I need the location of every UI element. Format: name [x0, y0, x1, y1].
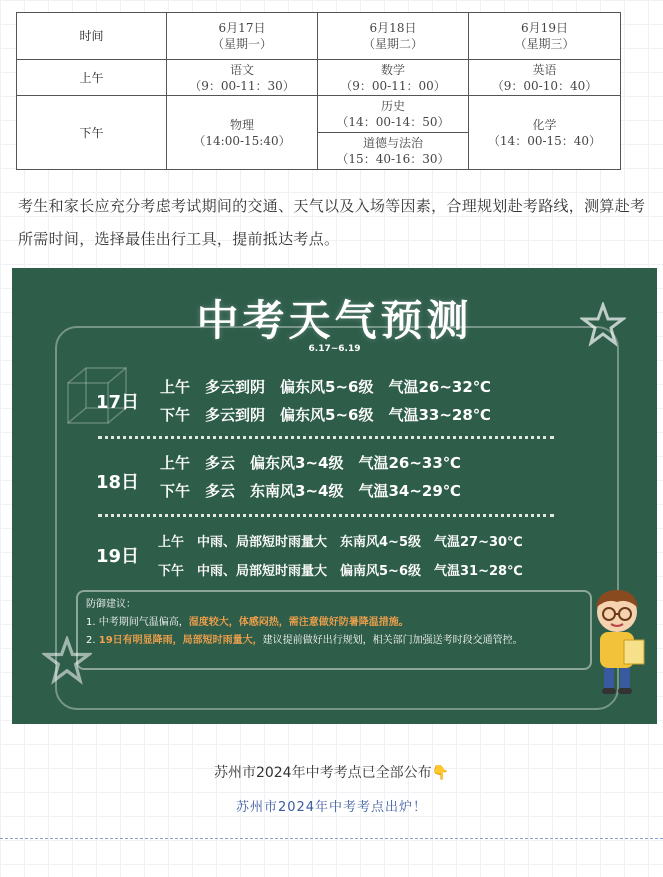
forecast-line: 上午 多云 偏东风3~4级 气温26~33℃	[160, 454, 461, 472]
table-row	[17, 60, 621, 96]
exam-cell: 道德与法治 （15：40-16：30）	[318, 133, 469, 170]
advice-box	[76, 590, 592, 670]
exam-cell: 历史 （14：00-14：50）	[318, 96, 469, 133]
advice-item: 1. 中考期间气温偏高，湿度较大，体感闷热，需注意做好防暑降温措施。	[86, 617, 409, 628]
board-title: 中考天气预测	[196, 296, 473, 345]
exam-cell: 英语 （9：00-10：40）	[469, 60, 621, 96]
advice-title: 防御建议：	[86, 599, 136, 610]
forecast-line: 下午 多云 东南风3~4级 气温34~29℃	[160, 482, 461, 500]
forecast-line: 上午 多云到阴 偏东风5~6级 气温26~32℃	[160, 378, 491, 396]
divider	[98, 436, 554, 439]
divider	[98, 514, 554, 517]
table-row	[17, 13, 621, 60]
exam-cell: 数学 （9：00-11：00）	[318, 60, 469, 96]
date-header: 6月17日 （星期一）	[167, 13, 318, 60]
exam-cell: 化学 （14：00-15：40）	[469, 96, 621, 170]
travel-note: 考生和家长应充分考虑考试期间的交通、天气以及入场等因素，合理规划赴考路线，测算赴考所需时间，选择最佳出行工具，提前抵达考点。	[18, 197, 646, 248]
advice-item: 2. 19日有明显降雨，局部短时雨量大，建议提前做好出行规划，相关部门加强送考时段交通管控。	[86, 635, 523, 646]
afternoon-label: 下午	[17, 96, 167, 170]
date-range: 6.17~6.19	[308, 344, 361, 354]
exam-venue-link[interactable]: 苏州市2024年中考考点出炉！	[235, 800, 428, 815]
day-label: 19日	[96, 546, 140, 567]
day-label: 17日	[96, 392, 140, 413]
cartoon-boy-icon	[584, 586, 650, 696]
divider	[0, 838, 663, 839]
morning-label: 上午	[17, 60, 167, 96]
day-label: 18日	[96, 472, 140, 493]
forecast-line: 下午 多云到阴 偏东风5~6级 气温33~28℃	[160, 406, 491, 424]
forecast-line: 上午 中雨、局部短时雨量大 东南风4~5级 气温27~30℃	[158, 535, 523, 550]
exam-cell: 语文 （9：00-11：30）	[167, 60, 318, 96]
footer-announcement: 苏州市2024年中考考点已全部公布👇	[213, 765, 450, 781]
time-header: 时间	[17, 13, 167, 60]
pointing-down-icon: 👇	[431, 765, 450, 781]
date-header: 6月19日 （星期三）	[469, 13, 621, 60]
exam-schedule-table	[16, 12, 621, 170]
weather-forecast-board	[12, 268, 657, 724]
table-row	[17, 96, 621, 133]
forecast-line: 下午 中雨、局部短时雨量大 偏南风5~6级 气温31~28℃	[158, 564, 523, 579]
exam-cell: 物理 （14:00-15:40）	[167, 96, 318, 170]
date-header: 6月18日 （星期二）	[318, 13, 469, 60]
